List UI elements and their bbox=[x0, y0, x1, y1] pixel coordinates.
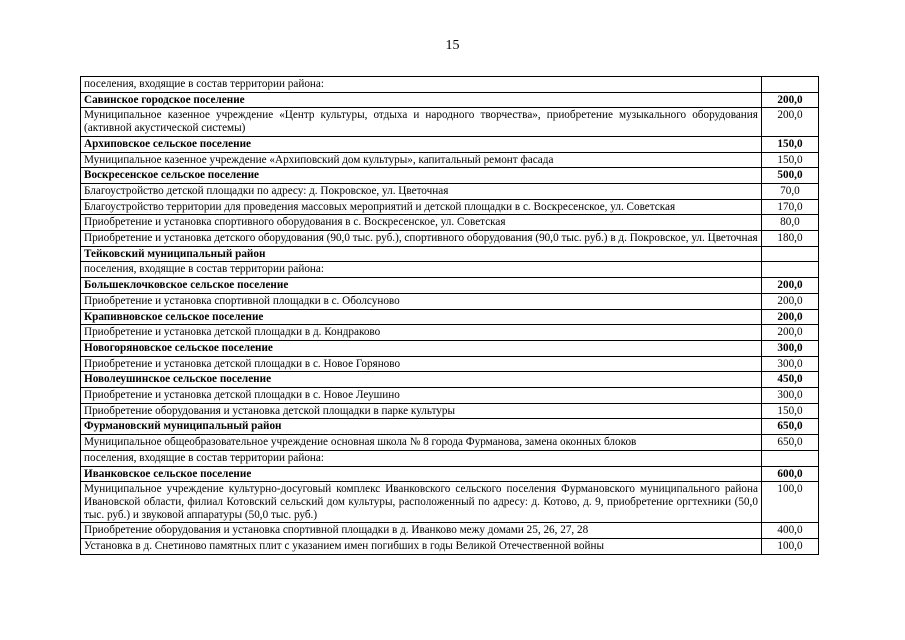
row-amount: 650,0 bbox=[761, 419, 818, 435]
row-amount: 400,0 bbox=[761, 523, 818, 539]
table-section-row bbox=[81, 466, 819, 482]
row-amount bbox=[761, 450, 818, 466]
row-amount: 150,0 bbox=[761, 136, 818, 152]
table-row bbox=[81, 108, 819, 136]
row-description: поселения, входящие в состав территории района: bbox=[81, 77, 762, 93]
row-description: Приобретение и установка детской площадки в с. Новое Леушино bbox=[81, 388, 762, 404]
row-description: Благоустройство детской площадки по адресу: д. Покровское, ул. Цветочная bbox=[81, 183, 762, 199]
row-amount: 80,0 bbox=[761, 215, 818, 231]
table-row bbox=[81, 450, 819, 466]
table-row bbox=[81, 356, 819, 372]
table-section-row bbox=[81, 372, 819, 388]
row-description: Приобретение и установка детского оборудования (90,0 тыс. руб.), спортивного оборудования (90,0 тыс. руб.) в д. Покровское, ул. Цветочная bbox=[81, 231, 762, 247]
table-row bbox=[81, 262, 819, 278]
table-section-row bbox=[81, 419, 819, 435]
row-amount: 600,0 bbox=[761, 466, 818, 482]
row-description: Приобретение и установка спортивного оборудования в с. Воскресенское, ул. Советская bbox=[81, 215, 762, 231]
table-row bbox=[81, 199, 819, 215]
row-amount: 200,0 bbox=[761, 325, 818, 341]
table-row bbox=[81, 152, 819, 168]
row-description: Новолеушинское сельское поселение bbox=[81, 372, 762, 388]
table-row bbox=[81, 231, 819, 247]
row-description: Благоустройство территории для проведения массовых мероприятий и детской площадки в с. Воскресенское, ул. Советская bbox=[81, 199, 762, 215]
row-description: Большеклочковское сельское поселение bbox=[81, 278, 762, 294]
table-section-row bbox=[81, 246, 819, 262]
row-amount: 200,0 bbox=[761, 92, 818, 108]
row-amount bbox=[761, 246, 818, 262]
table-row bbox=[81, 539, 819, 555]
row-description: Савинское городское поселение bbox=[81, 92, 762, 108]
row-amount: 300,0 bbox=[761, 356, 818, 372]
row-description: Тейковский муниципальный район bbox=[81, 246, 762, 262]
table-row bbox=[81, 215, 819, 231]
row-amount: 180,0 bbox=[761, 231, 818, 247]
row-amount bbox=[761, 262, 818, 278]
row-description: Муниципальное казенное учреждение «Архиповский дом культуры», капитальный ремонт фасада bbox=[81, 152, 762, 168]
row-amount bbox=[761, 77, 818, 93]
table-section-row bbox=[81, 340, 819, 356]
row-amount: 450,0 bbox=[761, 372, 818, 388]
row-description: Иванковское сельское поселение bbox=[81, 466, 762, 482]
row-description: Муниципальное казенное учреждение «Центр культуры, отдыха и народного творчества», приобретение музыкального оборудования (активной акустической системы) bbox=[81, 108, 762, 136]
row-amount: 150,0 bbox=[761, 403, 818, 419]
row-description: поселения, входящие в состав территории района: bbox=[81, 450, 762, 466]
row-amount: 200,0 bbox=[761, 278, 818, 294]
row-amount: 150,0 bbox=[761, 152, 818, 168]
table-row bbox=[81, 77, 819, 93]
row-description: Приобретение оборудования и установка спортивной площадки в д. Иванково межу домами 25, 26, 27, 28 bbox=[81, 523, 762, 539]
table-row bbox=[81, 183, 819, 199]
table-section-row bbox=[81, 309, 819, 325]
row-description: Установка в д. Снетиново памятных плит с указанием имен погибших в годы Великой Отечественной войны bbox=[81, 539, 762, 555]
row-description: Приобретение и установка детской площадки в д. Кондраково bbox=[81, 325, 762, 341]
table-row bbox=[81, 293, 819, 309]
table-row bbox=[81, 403, 819, 419]
page-number: 15 bbox=[445, 38, 460, 53]
table-row bbox=[81, 482, 819, 523]
row-description: Приобретение и установка спортивной площадки в с. Оболсуново bbox=[81, 293, 762, 309]
row-amount: 300,0 bbox=[761, 340, 818, 356]
table-section-row bbox=[81, 168, 819, 184]
row-description: Муниципальное учреждение культурно-досуговый комплекс Иванковского сельского поселения Фурмановского муниципального района Ивановской области, филиал Котовский сельский дом культуры, расположенный по адресу: д. Котово, д. 9, приобретение оргтехники (50,0 тыс. руб.) и звуковой аппаратуры (50,0 тыс. руб.) bbox=[81, 482, 762, 523]
row-amount: 70,0 bbox=[761, 183, 818, 199]
budget-allocation-table bbox=[80, 76, 819, 555]
row-description: Приобретение оборудования и установка детской площадки в парке культуры bbox=[81, 403, 762, 419]
row-description: поселения, входящие в состав территории района: bbox=[81, 262, 762, 278]
table-row bbox=[81, 325, 819, 341]
table-body bbox=[81, 77, 819, 555]
row-description: Муниципальное общеобразовательное учреждение основная школа № 8 города Фурманова, замена оконных блоков bbox=[81, 435, 762, 451]
table-row bbox=[81, 523, 819, 539]
row-amount: 100,0 bbox=[761, 482, 818, 523]
row-description: Новогоряновское сельское поселение bbox=[81, 340, 762, 356]
row-description: Архиповское сельское поселение bbox=[81, 136, 762, 152]
row-amount: 500,0 bbox=[761, 168, 818, 184]
table-section-row bbox=[81, 136, 819, 152]
row-amount: 200,0 bbox=[761, 108, 818, 136]
row-amount: 200,0 bbox=[761, 309, 818, 325]
row-description: Крапивновское сельское поселение bbox=[81, 309, 762, 325]
table-section-row bbox=[81, 92, 819, 108]
row-amount: 300,0 bbox=[761, 388, 818, 404]
row-amount: 650,0 bbox=[761, 435, 818, 451]
row-amount: 170,0 bbox=[761, 199, 818, 215]
row-description: Приобретение и установка детской площадки в с. Новое Горяново bbox=[81, 356, 762, 372]
table-section-row bbox=[81, 278, 819, 294]
row-description: Фурмановский муниципальный район bbox=[81, 419, 762, 435]
table-row bbox=[81, 435, 819, 451]
table-row bbox=[81, 388, 819, 404]
row-description: Воскресенское сельское поселение bbox=[81, 168, 762, 184]
row-amount: 100,0 bbox=[761, 539, 818, 555]
row-amount: 200,0 bbox=[761, 293, 818, 309]
